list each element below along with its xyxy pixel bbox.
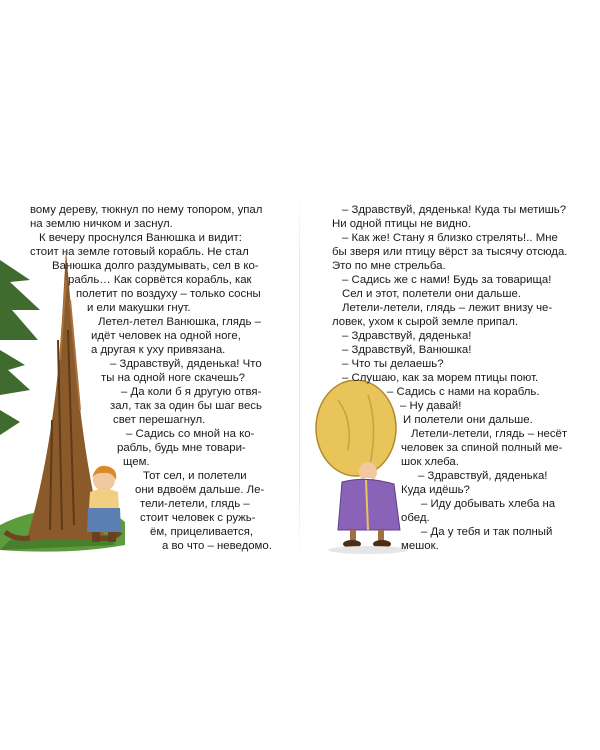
text-line: а другая к уху привязана. [91,344,226,356]
text-line: – Садись со мной на ко- [126,428,255,440]
text-line: – Здравствуй, дяденька! [342,330,472,342]
text-line: Куда идёшь? [401,484,470,496]
text-line: бы зверя или птицу вёрст за тысячу отсюда. [332,246,568,258]
text-line: идёт человек на одной ноге, [91,330,241,342]
text-line: ты на одной ноге скачешь? [101,372,245,384]
text-line: человек за спиной полный ме- [401,442,563,454]
text-line: и ели макушки гнут. [87,302,191,314]
text-line: Тот сел, и полетели [143,470,247,482]
text-line: рабль, будь мне товари- [117,442,246,454]
text-line: мешок. [401,540,439,552]
text-line: – Да у тебя и так полный [421,526,553,538]
text-line: Летели-летели, глядь – лежит внизу че- [342,302,553,314]
text-line: Летели-летели, глядь – несёт [411,428,568,440]
text-line: Летел-летел Ванюшка, глядь – [98,316,261,328]
text-line: на землю ничком и заснул. [30,218,173,230]
text-line: ловек, ухом к сырой земле припал. [332,316,519,328]
text-line: зал, так за один бы шаг весь [110,400,262,412]
pine-branches [0,260,40,435]
text-line: щем. [123,456,150,468]
boy-figure [87,466,121,542]
text-line: К вечеру проснулся Ванюшка и видит: [39,232,242,244]
text-line: обед. [401,512,430,524]
text-line: Ванюшка долго раздумывать, сел в ко- [52,260,259,272]
text-line: полетит по воздуху – только сосны [76,288,261,300]
text-line: ём, прицеливается, [150,526,254,538]
text-line: вому дереву, тюкнул по нему топором, упал [30,204,263,216]
text-line: тели-летели, глядь – [140,498,250,510]
right-page [300,0,600,750]
text-line: – Здравствуй, Ванюшка! [342,344,472,356]
text-line: Это по мне стрельба. [332,260,446,272]
text-line: Ни одной птицы не видно. [332,218,471,230]
bread-sack [316,380,396,476]
text-line: И полетели они дальше. [403,414,533,426]
text-line: – Слушаю, как за морем птицы поют. [342,372,539,384]
text-line: – Здравствуй, дяденька! [418,470,548,482]
text-line: рабль… Как сорвётся корабль, как [68,274,252,286]
text-line: – Садись с нами на корабль. [387,386,540,398]
text-line: свет перешагнул. [113,414,206,426]
robe [338,479,400,530]
text-line: – Здравствуй, дяденька! Что [110,358,262,370]
text-line: стоит человек с ружь- [140,512,256,524]
text-line: – Что ты делаешь? [342,358,444,370]
text-line: они вдвоём дальше. Ле- [135,484,265,496]
text-line: а во что – неведомо. [162,540,272,552]
text-line: стоит на земле готовый корабль. Не стал [30,246,249,258]
text-line: – Иду добывать хлеба на [421,498,556,510]
text-line: Сел и этот, полетели они дальше. [342,288,521,300]
text-line: – Здравствуй, дяденька! Куда ты метишь? [342,204,567,216]
text-line: – Ну давай! [400,400,462,412]
text-line: – Да коли б я другую отвя- [121,386,262,398]
text-line: шок хлеба. [401,456,459,468]
text-line: – Как же! Стану я близко стрелять!.. Мне [342,232,558,244]
text-line: – Садись же с нами! Будь за товарища! [342,274,552,286]
